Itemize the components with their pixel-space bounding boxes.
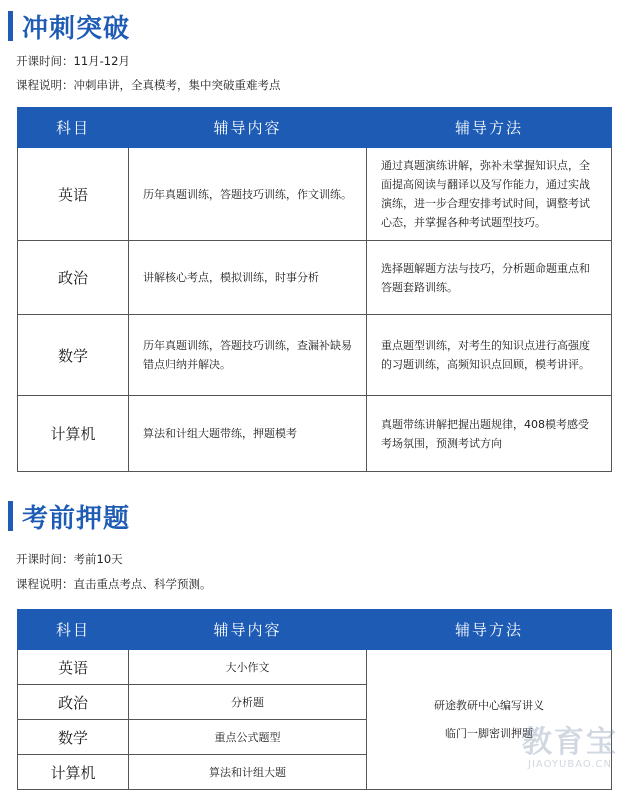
content-cell: 分析题 — [129, 685, 367, 720]
subject-cell: 政治 — [18, 241, 129, 315]
table-row — [18, 241, 612, 315]
header-content: 辅导内容 — [129, 610, 367, 650]
content-cell: 历年真题训练，答题技巧训练，作文训练。 — [129, 148, 367, 241]
table-header-row — [18, 610, 612, 650]
section1-title: 冲刺突破 — [22, 13, 131, 44]
method-cell: 真题带练讲解把握出题规律，408模考感受考场氛围，预测考试方向 — [367, 396, 612, 472]
section1-table — [17, 107, 612, 472]
method-cell: 重点题型训练，对考生的知识点进行高强度的习题训练，高频知识点回顾，模考讲评。 — [367, 315, 612, 396]
method-cell: 通过真题演练讲解，弥补未掌握知识点，全面提高阅读与翻译以及写作能力，通过实战演练，进一步合理安排考试时间，调整考试心态，并掌握各种考试题型技巧。 — [367, 148, 612, 241]
method-cell: 选择题解题方法与技巧，分析题命题重点和答题套路训练。 — [367, 241, 612, 315]
table-row — [18, 396, 612, 472]
method-cell-merged — [367, 650, 612, 790]
section1-note: 课程说明：冲刺串讲，全真模考，集中突破重难考点 — [16, 78, 281, 92]
header-subject: 科目 — [18, 108, 129, 148]
section1-time: 开课时间：11月-12月 — [16, 54, 130, 68]
content-cell: 算法和计组大题带练，押题模考 — [129, 396, 367, 472]
header-content: 辅导内容 — [129, 108, 367, 148]
section2-note: 课程说明：直击重点考点、科学预测。 — [16, 577, 212, 591]
watermark-domain: JIAOYUBAO.CN — [528, 759, 612, 770]
content-cell: 大小作文 — [129, 650, 367, 685]
subject-cell: 数学 — [18, 315, 129, 396]
subject-cell: 政治 — [18, 685, 129, 720]
section2-heading — [8, 498, 130, 534]
watermark-logo-text: 教育宝 — [522, 725, 618, 760]
content-cell: 重点公式题型 — [129, 720, 367, 755]
section2-title: 考前押题 — [22, 503, 131, 534]
content-cell: 算法和计组大题 — [129, 755, 367, 790]
title-accent-bar — [8, 501, 13, 531]
method-line: 研途教研中心编写讲义 — [434, 698, 544, 712]
subject-cell: 英语 — [18, 148, 129, 241]
method-line: 临门一脚密训押题 — [445, 726, 533, 740]
section1-heading — [8, 8, 130, 44]
title-accent-bar — [8, 11, 13, 41]
section2-table — [17, 609, 612, 790]
subject-cell: 计算机 — [18, 755, 129, 790]
subject-cell: 英语 — [18, 650, 129, 685]
subject-cell: 数学 — [18, 720, 129, 755]
header-method: 辅导方法 — [367, 610, 612, 650]
section2-time: 开课时间：考前10天 — [16, 552, 123, 566]
content-cell: 讲解核心考点，模拟训练，时事分析 — [129, 241, 367, 315]
content-cell: 历年真题训练，答题技巧训练，查漏补缺易错点归纳并解决。 — [129, 315, 367, 396]
table-row — [18, 650, 612, 685]
header-subject: 科目 — [18, 610, 129, 650]
header-method: 辅导方法 — [367, 108, 612, 148]
table-row — [18, 148, 612, 241]
subject-cell: 计算机 — [18, 396, 129, 472]
table-header-row — [18, 108, 612, 148]
table-row — [18, 315, 612, 396]
